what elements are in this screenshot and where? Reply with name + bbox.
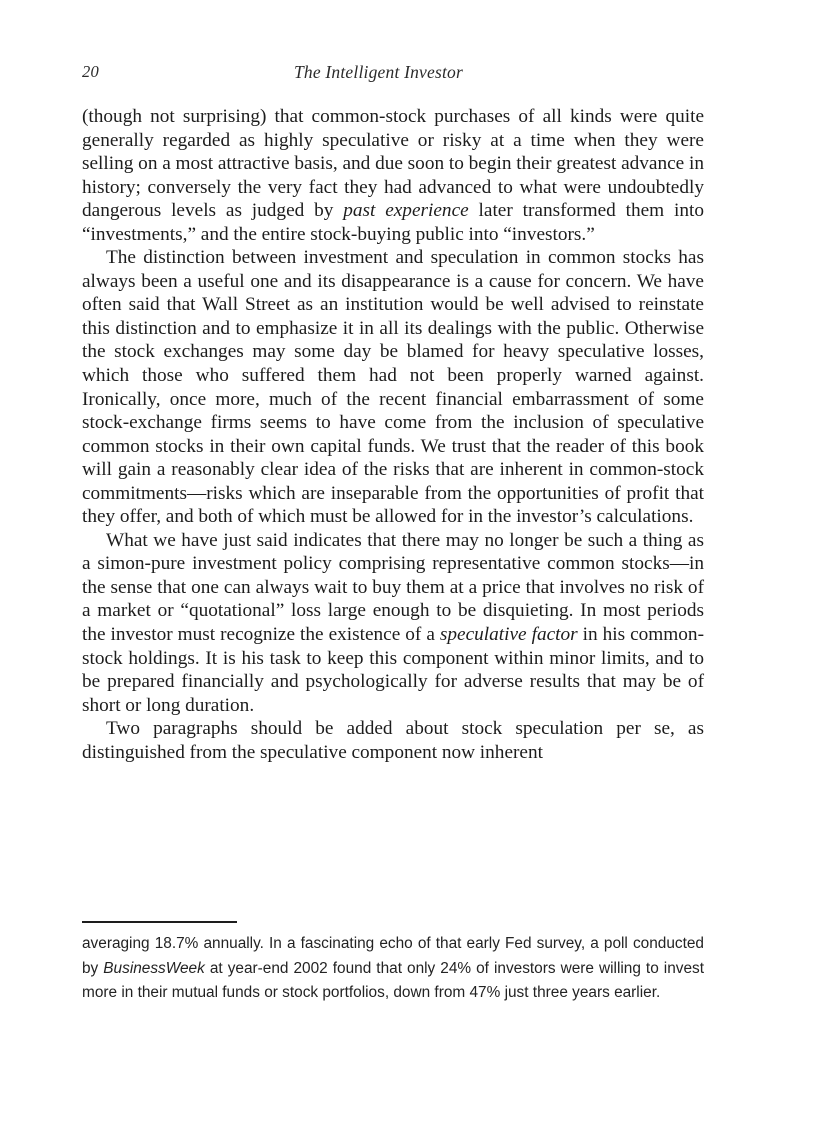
body-paragraph: (though not surprising) that common-stock purchases of all kinds were quite generally regarded as highly speculative or risky at a time when they were selling on a most attractive basis, and due soon to begin their greatest advance in history; conversely the very fact they had advanced to what were undoubtedly dangerous levels as judged by past experience later transformed them into “investments,” and the entire stock-buying public into “investors.”	[82, 106, 704, 245]
emphasized-text: BusinessWeek	[103, 959, 205, 977]
running-head	[82, 62, 703, 86]
footnote-text: averaging 18.7% annually. In a fascinating echo of that early Fed survey, a poll conducted by BusinessWeek at year-end 2002 found that only 24% of investors were willing to invest more in their mutual funds or stock portfolios, down from 47% just three years earlier.	[82, 935, 705, 1002]
body-paragraph: What we have just said indicates that there may no longer be such a thing as a simon-pure investment policy comprising representative common stocks—in the sense that one can always wait to buy them at a price that involves no risk of a market or “quotational” loss large enough to be disquieting. In most periods the investor must recognize the existence of a speculative factor in his common-stock holdings. It is his task to keep this component within minor limits, and to be prepared financially and psychologically for adverse results that may be of short or long duration.	[82, 529, 704, 716]
footnote-separator-rule	[82, 921, 237, 923]
body-paragraph: Two paragraphs should be added about stock speculation per se, as distinguished from the speculative component now inherent	[82, 718, 704, 763]
body-paragraph: The distinction between investment and speculation in common stocks has always been a useful one and its disappearance is a cause for concern. We have often said that Wall Street as an institution would be well advised to reinstate this distinction and to emphasize it in all its dealings with the public. Otherwise the stock exchanges may some day be blamed for heavy speculative losses, which those who suffered them had not been properly warned against. Ironically, once more, much of the recent financial embarrassment of some stock-exchange firms seems to have come from the inclusion of speculative common stocks in their own capital funds. We trust that the reader of this book will gain a reasonably clear idea of the risks that are inherent in common-stock commitments—risks which are inseparable from the opportunities of profit that they offer, and both of which must be allowed for in the investor’s calculations.	[82, 247, 704, 528]
emphasized-text: past experience	[343, 200, 469, 222]
footnote-block	[82, 932, 704, 1006]
book-title: The Intelligent Investor	[293, 62, 464, 82]
emphasized-text: speculative factor	[439, 624, 578, 646]
body-text-column	[82, 105, 704, 764]
page-number: 20	[82, 62, 100, 81]
